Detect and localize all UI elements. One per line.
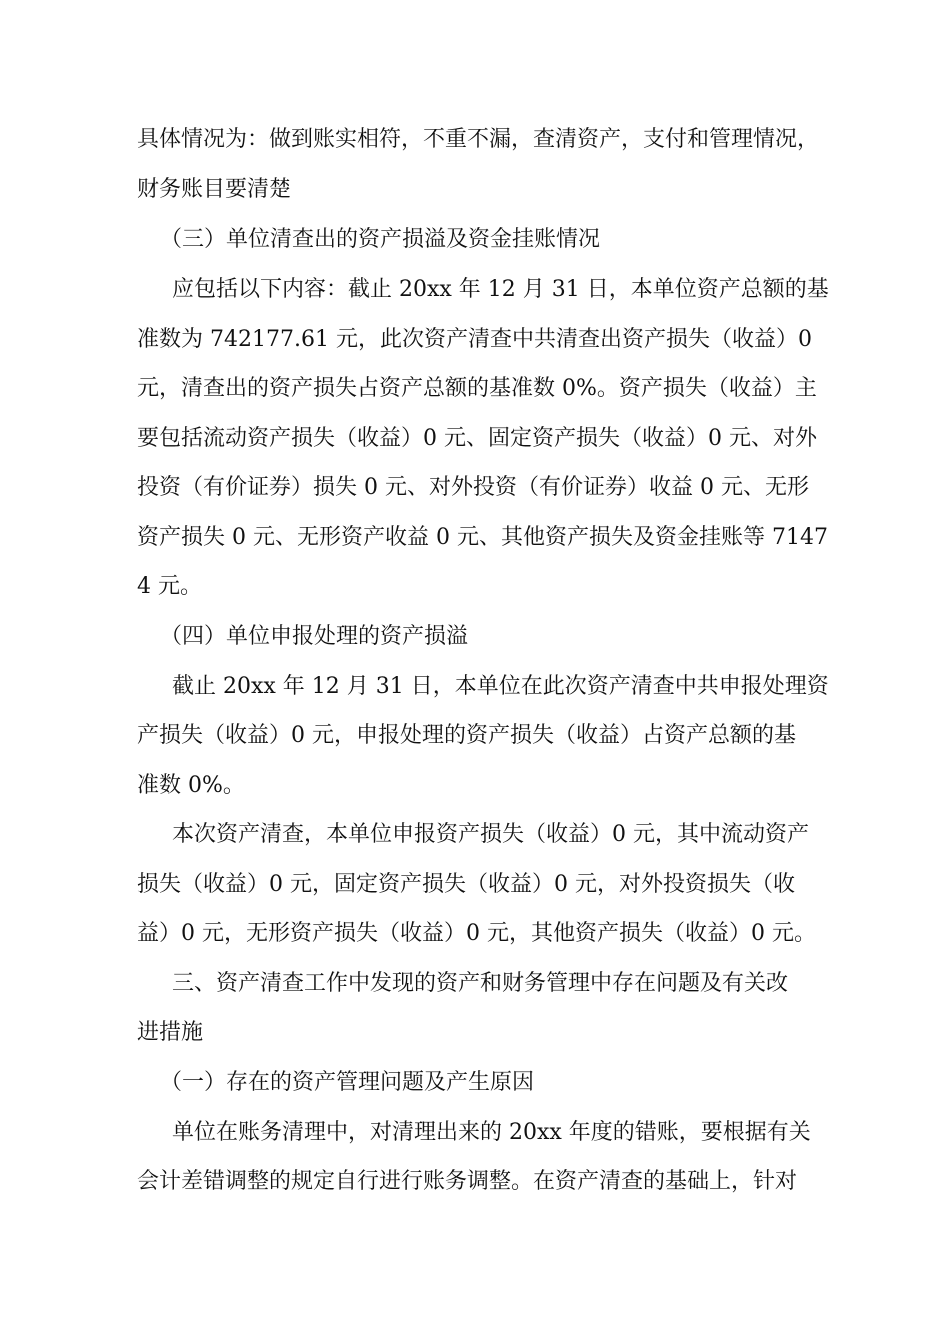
section-heading: 三、资产清查工作中发现的资产和财务管理中存在问题及有关改 xyxy=(172,971,789,996)
body-text-line: 应包括以下内容：截止 20xx 年 12 月 31 日，本单位资产总额的基 xyxy=(172,277,829,302)
body-text-line: 益）0 元，无形资产损失（收益）0 元，其他资产损失（收益）0 元。 xyxy=(137,921,816,946)
body-text-line: 单位在账务清理中，对清理出来的 20xx 年度的错账，要根据有关 xyxy=(172,1120,811,1145)
body-text-line: 具体情况为：做到账实相符，不重不漏，查清资产，支付和管理情况， xyxy=(137,127,820,152)
section-heading: （三）单位清查出的资产损溢及资金挂账情况 xyxy=(160,227,601,252)
body-text-line: 损失（收益）0 元，固定资产损失（收益）0 元，对外投资损失（收 xyxy=(137,872,795,897)
body-text-line: 截止 20xx 年 12 月 31 日，本单位在此次资产清查中共申报处理资 xyxy=(172,674,829,699)
body-text-line: 会计差错调整的规定自行进行账务调整。在资产清查的基础上，针对 xyxy=(137,1169,798,1194)
body-text-line: 要包括流动资产损失（收益）0 元、固定资产损失（收益）0 元、对外 xyxy=(137,426,817,451)
body-text-line: 4 元。 xyxy=(137,574,202,599)
body-text-line: 进措施 xyxy=(137,1020,204,1045)
body-text-line: 产损失（收益）0 元，申报处理的资产损失（收益）占资产总额的基 xyxy=(137,723,796,748)
body-text-line: 准数为 742177.61 元，此次资产清查中共清查出资产损失（收益）0 xyxy=(137,327,812,352)
body-text-line: 准数 0%。 xyxy=(137,773,245,798)
section-heading: （四）单位申报处理的资产损溢 xyxy=(160,624,469,649)
body-text-line: 资产损失 0 元、无形资产收益 0 元、其他资产损失及资金挂账等 7147 xyxy=(137,525,828,550)
body-text-line: 财务账目要清楚 xyxy=(137,177,292,202)
body-text-line: 元，清查出的资产损失占资产总额的基准数 0%。资产损失（收益）主 xyxy=(137,376,817,401)
body-text-line: 本次资产清查，本单位申报资产损失（收益）0 元，其中流动资产 xyxy=(172,822,809,847)
body-text-line: 投资（有价证券）损失 0 元、对外投资（有价证券）收益 0 元、无形 xyxy=(137,475,809,500)
section-heading: （一）存在的资产管理问题及产生原因 xyxy=(160,1070,535,1095)
